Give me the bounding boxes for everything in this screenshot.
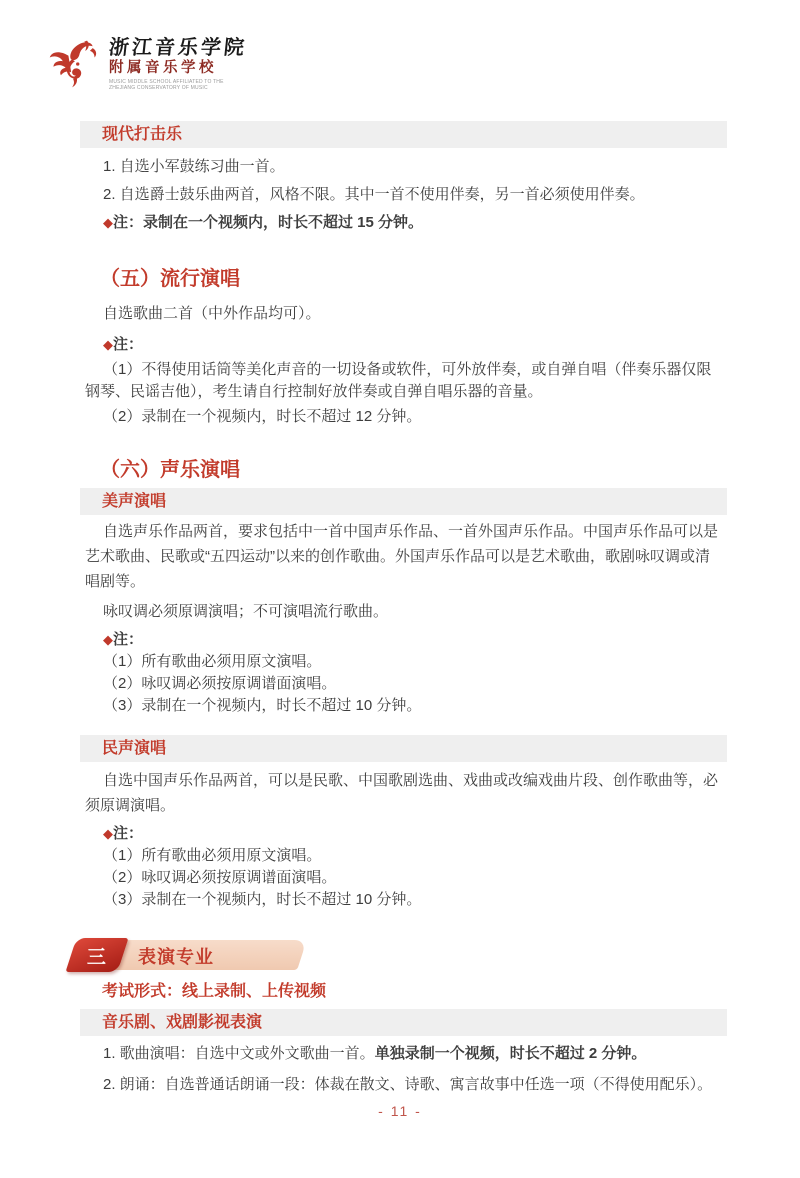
percussion-item-2: 2. 自选爵士鼓乐曲两首，风格不限。其中一首不使用伴奏，另一首必须使用伴奏。	[103, 186, 645, 203]
pop-paragraph-1: 自选歌曲二首（中外作品均可）。	[103, 305, 321, 322]
percussion-item-1: 1. 自选小军鼓练习曲一首。	[103, 158, 285, 175]
phoenix-logo-icon	[46, 35, 102, 93]
logo-cn-subname: 附属音乐学校	[109, 60, 217, 77]
logo-en-name: MUSIC MIDDLE SCHOOL AFFILIATED TO THE ZHEJIANG CONSERVATORY OF MUSIC	[109, 78, 224, 91]
bel-canto-note-2: （2）咏叹调必须按原调谱面演唱。	[103, 675, 337, 692]
section-bar-modern-percussion	[80, 121, 727, 148]
section-bar-title: 民声演唱	[102, 740, 167, 757]
note-diamond-icon: ◆	[103, 215, 113, 230]
section-bar-folk-vocal	[80, 735, 727, 762]
note-diamond-icon: ◆	[103, 826, 113, 841]
page-number: - 11 -	[378, 1103, 422, 1119]
bel-canto-paragraph-2: 咏叹调必须原调演唱；不可演唱流行歌曲。	[103, 603, 389, 620]
note-diamond-icon: ◆	[103, 337, 113, 352]
section-bar-title: 现代打击乐	[102, 126, 183, 143]
logo-cn-name: 浙江音乐学院	[107, 35, 249, 60]
section-bar-title: 音乐剧、戏剧影视表演	[102, 1014, 263, 1031]
folk-note-label: ◆注：	[103, 825, 144, 842]
section-bar-musical-drama	[80, 1009, 727, 1036]
pop-note-label: ◆注：	[103, 336, 144, 353]
content-column	[80, 121, 727, 1100]
badge-number: 三	[87, 946, 107, 968]
badge-title: 表演专业	[138, 947, 214, 967]
performance-item-2: 2. 朗诵：自选普通话朗诵一段：体裁在散文、诗歌、寓言故事中任选一项（不得使用配乐）。	[103, 1076, 713, 1093]
exam-format-line: 考试形式：线上录制、上传视频	[102, 983, 327, 1000]
bel-canto-note-1: （1）所有歌曲必须用原文演唱。	[103, 653, 322, 670]
bel-canto-paragraph-1: 自选声乐作品两首，要求包括中一首中国声乐作品、一首外国声乐作品。中国声乐作品可以是艺术歌曲、民歌或“五四运动”以来的创作歌曲。外国声乐作品可以是艺术歌曲，歌剧咏叹调或清唱剧等。	[85, 523, 719, 590]
folk-note-3: （3）录制在一个视频内，时长不超过 10 分钟。	[103, 891, 422, 908]
folk-note-2: （2）咏叹调必须按原调谱面演唱。	[103, 869, 337, 886]
performance-item-1: 1. 歌曲演唱：自选中文或外文歌曲一首。单独录制一个视频，时长不超过 2 分钟。	[103, 1045, 647, 1062]
pop-note-1: （1）不得使用话筒等美化声音的一切设备或软件，可外放伴奏，或自弹自唱（伴奏乐器仅限钢琴、民谣吉他），考生请自行控制好放伴奏或自弹自唱乐器的音量。	[85, 361, 712, 400]
heading-pop-singing: （五）流行演唱	[100, 268, 240, 290]
section-bar-bel-canto	[80, 488, 727, 515]
note-diamond-icon: ◆	[103, 632, 113, 647]
bel-canto-note-label: ◆注：	[103, 631, 144, 648]
percussion-note: ◆注：录制在一个视频内，时长不超过 15 分钟。	[103, 214, 424, 231]
pop-note-2: （2）录制在一个视频内，时长不超过 12 分钟。	[103, 408, 422, 425]
heading-vocal-singing: （六）声乐演唱	[100, 459, 240, 481]
performance-major-badge	[80, 938, 727, 972]
school-logo	[46, 33, 247, 95]
bel-canto-note-3: （3）录制在一个视频内，时长不超过 10 分钟。	[103, 697, 422, 714]
folk-paragraph-1: 自选中国声乐作品两首，可以是民歌、中国歌剧选曲、戏曲或改编戏曲片段、创作歌曲等，必须原调演唱。	[85, 772, 719, 814]
folk-note-1: （1）所有歌曲必须用原文演唱。	[103, 847, 322, 864]
section-bar-title: 美声演唱	[102, 493, 167, 510]
